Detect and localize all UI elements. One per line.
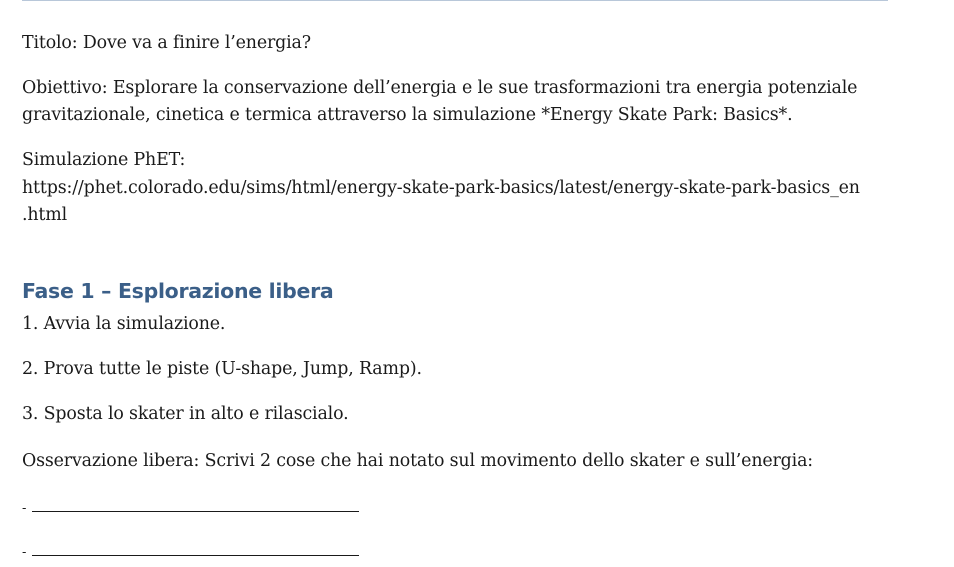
answer-line-2[interactable] — [22, 537, 359, 566]
step-3: 3. Sposta lo skater in alto e rilascialo. — [22, 404, 349, 424]
simulation-url-line-2[interactable]: .html — [22, 205, 68, 225]
answer-blank[interactable] — [32, 493, 359, 512]
observation-prompt: Osservazione libera: Scrivi 2 cose che hai notato sul movimento dello skater e sull’energia: — [22, 451, 814, 471]
answer-bullet: - — [22, 545, 27, 560]
simulation-url-line-1[interactable]: https://phet.colorado.edu/sims/html/energy-skate-park-basics/latest/energy-skate-park-basics_en — [22, 178, 860, 198]
answer-bullet: - — [22, 501, 27, 516]
step-2: 2. Prova tutte le piste (U-shape, Jump, Ramp). — [22, 359, 422, 379]
answer-line-1[interactable] — [22, 493, 359, 522]
step-1: 1. Avvia la simulazione. — [22, 314, 226, 334]
top-divider — [22, 0, 888, 1]
title-line: Titolo: Dove va a finire l’energia? — [22, 33, 311, 53]
objective-line-2: gravitazionale, cinetica e termica attraverso la simulazione *Energy Skate Park: Basics*. — [22, 105, 793, 125]
simulation-label: Simulazione PhET: — [22, 150, 186, 170]
answer-blank[interactable] — [32, 537, 359, 556]
phase-1-heading: Fase 1 – Esplorazione libera — [22, 279, 334, 303]
objective-line-1: Obiettivo: Esplorare la conservazione dell’energia e le sue trasformazioni tra energia potenziale — [22, 78, 858, 98]
